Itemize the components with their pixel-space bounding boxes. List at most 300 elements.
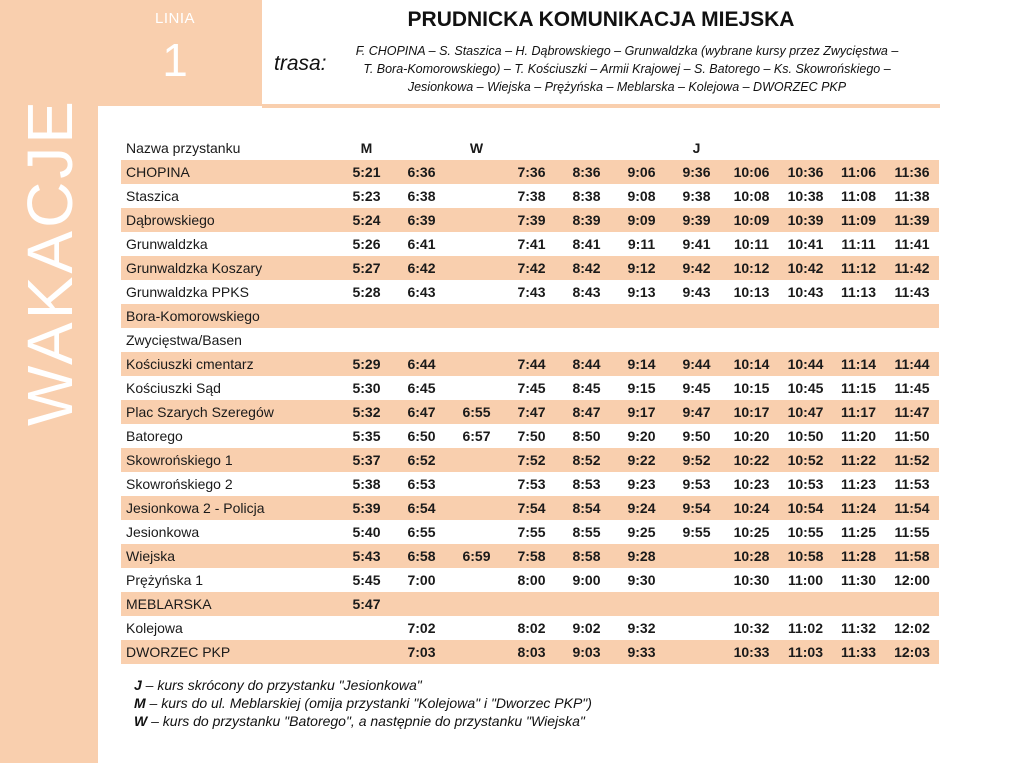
table-row	[121, 448, 939, 472]
route-line: T. Bora-Komorowskiego) – T. Kościuszki – Armii Krajowej – S. Batorego – Ks. Skowrońskiego –	[363, 62, 891, 76]
table-row	[121, 496, 939, 520]
departure-time	[394, 328, 449, 352]
departure-time	[885, 592, 939, 616]
departure-time: 7:42	[504, 256, 559, 280]
line-label: LINIA	[154, 10, 195, 27]
departure-time	[669, 640, 724, 664]
departure-time	[449, 232, 504, 256]
company-title: PRUDNICKA KOMUNIKACJA MIEJSKA	[407, 8, 795, 31]
departure-time: 6:57	[462, 428, 491, 444]
departure-time: 8:44	[559, 352, 614, 376]
departure-time: 11:03	[779, 640, 832, 664]
departure-time	[559, 304, 614, 328]
stop-name: Plac Szarych Szeregów	[121, 400, 339, 424]
departure-time: 9:25	[627, 524, 656, 540]
table-header-row	[121, 136, 939, 160]
departure-time: 9:03	[559, 640, 614, 664]
departure-time: 5:39	[339, 496, 394, 520]
departure-time: 10:36	[779, 160, 832, 184]
stop-name: Bora-Komorowskiego	[121, 304, 339, 328]
departure-time	[832, 328, 885, 352]
stop-name: Skowrońskiego 2	[126, 476, 233, 492]
departure-time: 8:43	[572, 284, 601, 300]
departure-time: 10:23	[733, 476, 770, 492]
departure-time: 5:24	[339, 208, 394, 232]
departure-time: 5:43	[339, 544, 394, 568]
departure-time: 10:38	[787, 188, 824, 204]
departure-time: 10:30	[733, 572, 770, 588]
departure-time: 6:52	[394, 448, 449, 472]
departure-time: 6:54	[394, 496, 449, 520]
departure-time: 11:45	[894, 380, 930, 396]
departure-time	[449, 256, 504, 280]
route-line: Jesionkowa – Wiejska – Prężyńska – Meblarska – Kolejowa – DWORZEC PKP	[407, 80, 847, 94]
departure-time: 9:41	[682, 236, 711, 252]
departure-time: 11:00	[787, 572, 824, 588]
stop-name: Batorego	[126, 428, 183, 444]
departure-time: 7:54	[504, 496, 559, 520]
departure-time: 11:12	[832, 256, 885, 280]
stop-name: DWORZEC PKP	[121, 640, 339, 664]
departure-time	[614, 592, 669, 616]
departure-time: 6:50	[407, 428, 436, 444]
departure-time: 10:43	[787, 284, 824, 300]
departure-time: 12:00	[894, 572, 930, 588]
departure-time	[669, 616, 724, 640]
departure-time: 9:52	[669, 448, 724, 472]
departure-time: 8:50	[572, 428, 601, 444]
departure-time: 11:06	[832, 160, 885, 184]
column-header: Nazwa przystanku	[126, 140, 241, 156]
departure-time: 10:22	[724, 448, 779, 472]
column-header	[779, 136, 832, 160]
departure-time: 12:03	[885, 640, 939, 664]
route-label: trasa:	[274, 52, 327, 75]
departure-time	[339, 328, 394, 352]
legend-key: J	[134, 677, 142, 693]
departure-time: 6:55	[449, 400, 504, 424]
stop-name: Jesionkowa	[126, 524, 200, 540]
departure-time: 5:47	[339, 592, 394, 616]
departure-time: 10:08	[733, 188, 770, 204]
departure-time: 8:03	[504, 640, 559, 664]
legend-key: M	[134, 695, 146, 711]
departure-time: 9:38	[682, 188, 711, 204]
departure-time: 11:42	[885, 256, 939, 280]
departure-time: 9:54	[669, 496, 724, 520]
departure-time	[832, 592, 885, 616]
header-divider	[262, 104, 940, 108]
departure-time: 9:13	[627, 284, 656, 300]
departure-time: 9:23	[627, 476, 656, 492]
departure-time: 6:36	[394, 160, 449, 184]
column-header	[614, 136, 669, 160]
departure-time: 6:47	[394, 400, 449, 424]
table-row	[121, 472, 939, 496]
departure-time: 5:26	[352, 236, 381, 252]
departure-time: 11:55	[894, 524, 930, 540]
departure-time: 10:20	[733, 428, 770, 444]
departure-time: 10:17	[724, 400, 779, 424]
departure-time: 11:25	[840, 524, 877, 540]
departure-time	[449, 328, 504, 352]
column-header: M	[360, 140, 373, 156]
departure-time	[449, 280, 504, 304]
departure-time: 11:58	[885, 544, 939, 568]
departure-time: 7:47	[504, 400, 559, 424]
departure-time: 11:08	[840, 188, 877, 204]
departure-time: 9:47	[669, 400, 724, 424]
departure-time: 7:39	[504, 208, 559, 232]
departure-time: 11:28	[832, 544, 885, 568]
departure-time: 8:02	[517, 620, 546, 636]
departure-time: 12:02	[894, 620, 930, 636]
departure-time	[669, 544, 724, 568]
departure-time	[779, 328, 832, 352]
departure-time: 5:21	[339, 160, 394, 184]
column-header	[885, 136, 939, 160]
table-row	[121, 160, 939, 184]
departure-time: 11:17	[832, 400, 885, 424]
departure-time: 6:39	[394, 208, 449, 232]
departure-time	[559, 328, 614, 352]
departure-time: 11:11	[841, 236, 876, 252]
legend-text: – kurs do przystanku "Batorego", a następnie do przystanku "Wiejska"	[147, 713, 585, 729]
departure-time: 10:11	[733, 236, 770, 252]
stop-name: Grunwaldzka Koszary	[121, 256, 339, 280]
departure-time: 7:44	[504, 352, 559, 376]
departure-time	[779, 592, 832, 616]
stop-name: MEBLARSKA	[121, 592, 339, 616]
departure-time	[449, 352, 504, 376]
departure-time: 8:36	[559, 160, 614, 184]
departure-time	[449, 448, 504, 472]
departure-time: 9:55	[682, 524, 711, 540]
table-row	[121, 256, 939, 280]
departure-time: 10:44	[779, 352, 832, 376]
departure-time: 11:09	[832, 208, 885, 232]
legend-key: W	[134, 713, 148, 729]
legend-item	[134, 694, 592, 712]
departure-time: 7:52	[504, 448, 559, 472]
column-header	[394, 136, 449, 160]
departure-time: 11:53	[894, 476, 930, 492]
departure-time: 11:23	[840, 476, 877, 492]
column-header	[559, 136, 614, 160]
departure-time: 8:38	[572, 188, 601, 204]
departure-time: 10:13	[733, 284, 770, 300]
departure-time: 10:54	[779, 496, 832, 520]
stop-name: Staszica	[126, 188, 179, 204]
departure-time: 7:55	[517, 524, 546, 540]
departure-time: 9:12	[614, 256, 669, 280]
departure-time: 8:42	[559, 256, 614, 280]
departure-time	[449, 376, 504, 400]
departure-time: 11:43	[894, 284, 930, 300]
departure-time: 9:09	[614, 208, 669, 232]
stop-name: Dąbrowskiego	[121, 208, 339, 232]
departure-time: 8:00	[517, 572, 546, 588]
departure-time: 10:25	[733, 524, 770, 540]
departure-time	[885, 328, 939, 352]
column-header	[832, 136, 885, 160]
departure-time: 11:02	[787, 620, 824, 636]
departure-time: 11:30	[840, 572, 877, 588]
departure-time	[724, 328, 779, 352]
table-row	[121, 592, 939, 616]
departure-time: 10:42	[779, 256, 832, 280]
departure-time: 7:45	[517, 380, 546, 396]
departure-time: 7:03	[394, 640, 449, 664]
departure-time	[449, 184, 504, 208]
departure-time: 6:43	[407, 284, 436, 300]
departure-time	[449, 472, 504, 496]
table-row	[121, 424, 939, 448]
departure-time: 9:24	[614, 496, 669, 520]
table-row	[121, 184, 939, 208]
departure-time: 8:41	[572, 236, 601, 252]
stop-name: Wiejska	[121, 544, 339, 568]
departure-time: 10:24	[724, 496, 779, 520]
departure-time	[394, 592, 449, 616]
departure-time	[724, 592, 779, 616]
departure-time: 10:47	[779, 400, 832, 424]
departure-time: 9:50	[682, 428, 711, 444]
departure-time: 11:20	[840, 428, 877, 444]
departure-time: 11:36	[885, 160, 939, 184]
legend-item	[134, 676, 592, 694]
departure-time: 11:47	[885, 400, 939, 424]
table-row	[121, 640, 939, 664]
stop-name: Prężyńska 1	[126, 572, 204, 588]
table-row	[121, 376, 939, 400]
stop-name: Kolejowa	[126, 620, 183, 636]
table-row	[121, 280, 939, 304]
departure-time: 6:38	[407, 188, 436, 204]
departure-time	[669, 568, 724, 592]
departure-time: 7:41	[517, 236, 546, 252]
departure-time: 11:38	[894, 188, 930, 204]
departure-time: 9:28	[614, 544, 669, 568]
departure-time: 10:33	[724, 640, 779, 664]
departure-time: 8:39	[559, 208, 614, 232]
stop-name: Zwycięstwa/Basen	[126, 332, 242, 348]
departure-time: 9:33	[614, 640, 669, 664]
departure-time	[669, 328, 724, 352]
departure-time: 11:33	[832, 640, 885, 664]
legend-text: – kurs skrócony do przystanku "Jesionkowa"	[141, 677, 422, 693]
departure-time: 9:45	[682, 380, 711, 396]
departure-time: 11:54	[885, 496, 939, 520]
departure-time: 11:15	[840, 380, 877, 396]
departure-time	[339, 616, 394, 640]
departure-time: 9:30	[627, 572, 656, 588]
departure-time: 9:11	[627, 236, 656, 252]
departure-time	[614, 304, 669, 328]
stop-name: Jesionkowa 2 - Policja	[121, 496, 339, 520]
departure-time: 5:38	[352, 476, 381, 492]
departure-time	[449, 568, 504, 592]
departure-time: 5:45	[352, 572, 381, 588]
departure-time: 6:59	[449, 544, 504, 568]
departure-time: 7:36	[504, 160, 559, 184]
departure-time: 6:41	[407, 236, 436, 252]
table-row	[121, 232, 939, 256]
departure-time: 5:30	[352, 380, 381, 396]
departure-time: 6:42	[394, 256, 449, 280]
legend-item	[134, 712, 592, 730]
stop-name: CHOPINA	[121, 160, 339, 184]
column-header: J	[692, 140, 701, 156]
stop-name: Grunwaldzka	[126, 236, 208, 252]
departure-time: 11:50	[894, 428, 930, 444]
departure-time: 9:00	[572, 572, 601, 588]
departure-time	[504, 304, 559, 328]
departure-time: 7:53	[517, 476, 546, 492]
departure-time: 9:44	[669, 352, 724, 376]
departure-time: 11:24	[832, 496, 885, 520]
departure-time: 8:58	[559, 544, 614, 568]
departure-time: 11:32	[840, 620, 877, 636]
stop-name: Kościuszki cmentarz	[121, 352, 339, 376]
departure-time: 11:44	[885, 352, 939, 376]
table-row	[121, 304, 939, 328]
departure-time: 6:58	[394, 544, 449, 568]
season-title: WAKACJE	[14, 98, 86, 426]
departure-time: 5:37	[339, 448, 394, 472]
departure-time: 5:29	[339, 352, 394, 376]
departure-time	[779, 304, 832, 328]
departure-time: 10:55	[787, 524, 824, 540]
departure-time	[614, 328, 669, 352]
departure-time: 5:32	[339, 400, 394, 424]
departure-time: 10:45	[787, 380, 824, 396]
departure-time: 10:53	[787, 476, 824, 492]
departure-time: 7:00	[407, 572, 436, 588]
departure-time: 5:27	[339, 256, 394, 280]
stop-name: Grunwaldzka PPKS	[126, 284, 249, 300]
departure-time	[885, 304, 939, 328]
legend	[134, 676, 592, 730]
departure-time	[449, 160, 504, 184]
departure-time: 11:13	[840, 284, 877, 300]
departure-time: 9:02	[572, 620, 601, 636]
departure-time: 10:12	[724, 256, 779, 280]
departure-time	[669, 304, 724, 328]
departure-time: 5:35	[352, 428, 381, 444]
line-number: 1	[162, 34, 188, 86]
departure-time: 6:44	[394, 352, 449, 376]
table-row	[121, 328, 939, 352]
departure-time	[449, 304, 504, 328]
departure-time: 10:52	[779, 448, 832, 472]
legend-text: – kurs do ul. Meblarskiej (omija przystanki "Kolejowa" i "Dworzec PKP")	[145, 695, 592, 711]
column-header	[504, 136, 559, 160]
departure-time	[449, 496, 504, 520]
departure-time: 5:23	[352, 188, 381, 204]
departure-time: 9:14	[614, 352, 669, 376]
departure-time: 11:52	[885, 448, 939, 472]
departure-time: 6:45	[407, 380, 436, 396]
departure-time	[832, 304, 885, 328]
departure-time	[449, 208, 504, 232]
departure-time: 9:43	[682, 284, 711, 300]
departure-time: 9:06	[614, 160, 669, 184]
column-header	[724, 136, 779, 160]
departure-time	[449, 616, 504, 640]
departure-time: 9:20	[627, 428, 656, 444]
departure-time: 7:38	[517, 188, 546, 204]
departure-time: 11:41	[894, 236, 930, 252]
table-row	[121, 208, 939, 232]
departure-time: 11:14	[832, 352, 885, 376]
departure-time: 7:50	[517, 428, 546, 444]
table-row	[121, 520, 939, 544]
departure-time: 9:15	[627, 380, 656, 396]
departure-time	[449, 592, 504, 616]
departure-time: 9:36	[669, 160, 724, 184]
departure-time: 9:42	[669, 256, 724, 280]
table-row	[121, 616, 939, 640]
departure-time: 10:09	[724, 208, 779, 232]
timetable	[121, 136, 939, 664]
departure-time	[504, 592, 559, 616]
stop-name: Skowrońskiego 1	[121, 448, 339, 472]
table-row	[121, 352, 939, 376]
departure-time: 10:50	[787, 428, 824, 444]
departure-time	[669, 592, 724, 616]
table-row	[121, 568, 939, 592]
departure-time	[724, 304, 779, 328]
departure-time: 8:45	[572, 380, 601, 396]
departure-time: 8:52	[559, 448, 614, 472]
departure-time: 5:40	[352, 524, 381, 540]
departure-time: 10:14	[724, 352, 779, 376]
route-line: F. CHOPINA – S. Staszica – H. Dąbrowskiego – Grunwaldzka (wybrane kursy przez Zwycięstwa –	[355, 44, 899, 58]
column-header: W	[469, 140, 484, 156]
departure-time: 9:53	[682, 476, 711, 492]
departure-time: 10:58	[779, 544, 832, 568]
departure-time: 10:06	[724, 160, 779, 184]
departure-time: 10:32	[733, 620, 770, 636]
stop-name: Kościuszki Sąd	[126, 380, 221, 396]
departure-time	[394, 304, 449, 328]
departure-time	[339, 304, 394, 328]
departure-time: 6:55	[407, 524, 436, 540]
departure-time: 10:41	[787, 236, 824, 252]
departure-time: 10:39	[779, 208, 832, 232]
departure-time	[339, 640, 394, 664]
departure-time: 11:22	[832, 448, 885, 472]
departure-time: 7:02	[407, 620, 436, 636]
departure-time	[559, 592, 614, 616]
departure-time: 9:39	[669, 208, 724, 232]
departure-time: 8:47	[559, 400, 614, 424]
departure-time: 7:58	[504, 544, 559, 568]
departure-time: 6:53	[407, 476, 436, 492]
departure-time: 10:15	[733, 380, 770, 396]
departure-time	[449, 520, 504, 544]
departure-time: 10:28	[724, 544, 779, 568]
departure-time	[504, 328, 559, 352]
table-row	[121, 544, 939, 568]
table-row	[121, 400, 939, 424]
departure-time	[449, 640, 504, 664]
route-description	[338, 42, 916, 96]
departure-time: 11:39	[885, 208, 939, 232]
departure-time: 8:54	[559, 496, 614, 520]
departure-time: 9:08	[627, 188, 656, 204]
